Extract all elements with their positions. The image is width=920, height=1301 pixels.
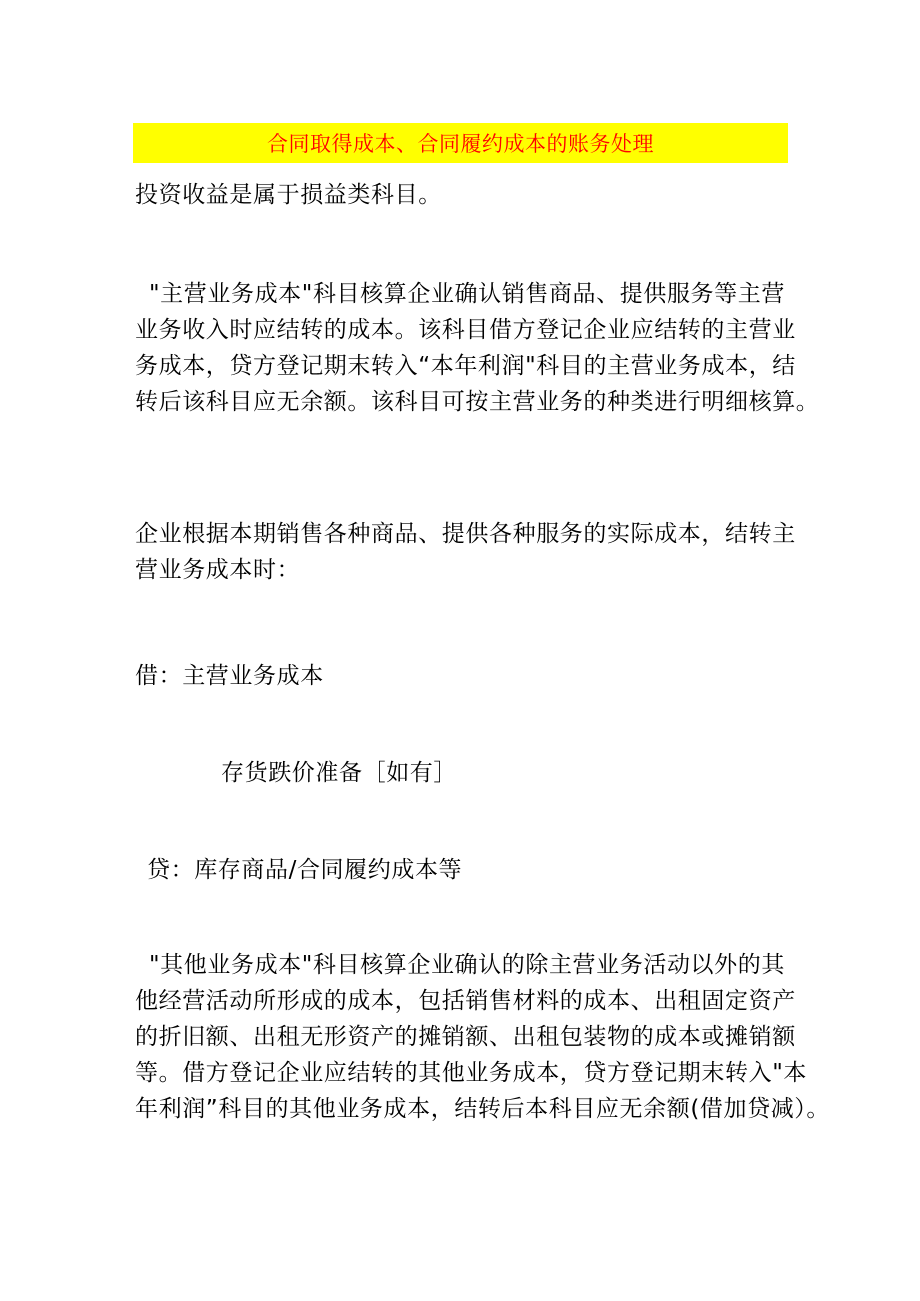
paragraph-line: 业务收入时应结转的成本。该科目借方登记企业应结转的主营业 (135, 317, 796, 343)
paragraph-line: "其他业务成本"科目核算企业确认的除主营业务活动以外的其 (149, 952, 785, 978)
paragraph-line: 务成本，贷方登记期末转入“本年利润"科目的主营业务成本，结 (135, 353, 796, 379)
credit-line: 贷：库存商品/合同履约成本等 (147, 857, 463, 883)
paragraph-line: "主营业务成本"科目核算企业确认销售商品、提供服务等主营 (149, 281, 785, 307)
intro-line: 投资收益是属于损益类科目。 (135, 182, 442, 208)
paragraph-line: 转后该科目应无余额。该科目可按主营业务的种类进行明细核算。 (135, 389, 820, 415)
paragraph-line: 等。借方登记企业应结转的其他业务成本，贷方登记期末转入"本 (135, 1060, 807, 1086)
paragraph-transfer (135, 516, 795, 588)
paragraph-line: 营业务成本时： (135, 557, 301, 583)
paragraph-line: 的折旧额、出租无形资产的摊销额、出租包装物的成本或摊销额 (135, 1024, 796, 1050)
paragraph-line: 他经营活动所形成的成本，包括销售材料的成本、出租固定资产 (135, 988, 796, 1014)
debit-line: 借：主营业务成本 (135, 663, 324, 689)
paragraph-main-cost (135, 276, 820, 420)
title-highlight (133, 123, 788, 163)
paragraph-line: 年利润”科目的其他业务成本，结转后本科目应无余额(借加贷减）。 (135, 1096, 830, 1122)
document-title: 合同取得成本、合同履约成本的账务处理 (267, 132, 654, 156)
paragraph-other-cost (135, 947, 830, 1127)
debit-sub-line: 存货跌价准备［如有］ (221, 760, 457, 786)
paragraph-line: 企业根据本期销售各种商品、提供各种服务的实际成本，结转主 (135, 521, 796, 547)
